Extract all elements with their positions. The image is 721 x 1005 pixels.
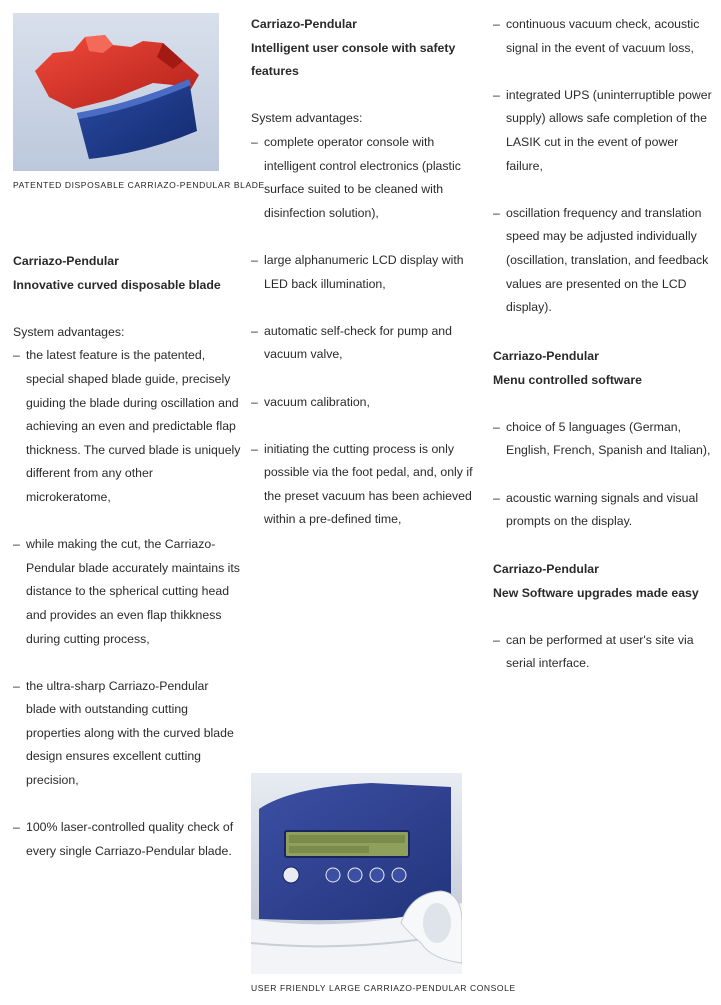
console-advantages-list xyxy=(251,131,481,532)
blade-subtitle: Innovative curved disposable blade xyxy=(13,277,221,292)
blade-illustration xyxy=(13,13,219,171)
menu-subtitle: Menu controlled software xyxy=(493,372,642,387)
list-item: – 100% laser-controlled quality check of every single Carriazo-Pendular blade. xyxy=(13,816,241,863)
list-item: – the ultra-sharp Carriazo-Pendular blade with outstanding cutting properties along with the curved blade design ensures excellent cutting precision, xyxy=(13,675,241,793)
menu-software-section xyxy=(493,345,718,534)
console-caption: USER FRIENDLY LARGE CARRIAZO-PENDULAR CONSOLE xyxy=(251,983,516,993)
list-item: – complete operator console with intelligent control electronics (plastic surface suited to be cleaned with disinfection solution), xyxy=(251,131,481,225)
list-item: – while making the cut, the Carriazo-Pendular blade accurately maintains its distance to the spherical cutting head and provides an even flap thikkness during cutting process, xyxy=(13,533,241,651)
menu-brand: Carriazo-Pendular xyxy=(493,349,599,363)
list-item: – the latest feature is the patented, special shaped blade guide, precisely guiding the blade during oscillation and achieving an even and predictable flap thickness. The curved blade is uniquely different from any other microkeratome, xyxy=(13,344,241,509)
upgrade-subtitle: New Software upgrades made easy xyxy=(493,585,699,600)
list-item: – choice of 5 languages (German, English, French, Spanish and Italian), xyxy=(493,416,718,463)
list-item: – can be performed at user's site via serial interface. xyxy=(493,629,718,676)
blade-advantages-list xyxy=(13,344,241,863)
upgrade-section xyxy=(493,558,718,676)
menu-list xyxy=(493,416,718,534)
console-brand: Carriazo-Pendular xyxy=(251,17,357,31)
list-item: – acoustic warning signals and visual prompts on the display. xyxy=(493,487,718,534)
upgrade-brand: Carriazo-Pendular xyxy=(493,562,599,576)
blade-image xyxy=(13,13,219,171)
list-item: – vacuum calibration, xyxy=(251,391,481,415)
upgrade-list xyxy=(493,629,718,676)
safety-list xyxy=(493,13,718,320)
console-subtitle: Intelligent user console with safety features xyxy=(251,40,456,79)
console-section xyxy=(251,13,481,532)
console-illustration xyxy=(251,773,462,974)
blade-intro: System advantages: xyxy=(13,324,125,339)
list-item: – large alphanumeric LCD display with LED back illumination, xyxy=(251,249,481,296)
list-item: – initiating the cutting process is only possible via the foot pedal, and, only if the preset vacuum has been achieved within a pre-defined time, xyxy=(251,438,481,532)
list-item: – automatic self-check for pump and vacuum valve, xyxy=(251,320,481,367)
blade-section xyxy=(13,250,241,863)
list-item: – oscillation frequency and translation speed may be adjusted individually (oscillation, translation, and feedback values are presented on the LCD display). xyxy=(493,202,718,320)
console-intro: System advantages: xyxy=(251,111,363,126)
console-image xyxy=(251,773,462,974)
blade-brand: Carriazo-Pendular xyxy=(13,254,119,268)
blade-caption: PATENTED DISPOSABLE CARRIAZO-PENDULAR BLADE xyxy=(13,180,265,190)
safety-continued-section xyxy=(493,13,718,320)
list-item: – continuous vacuum check, acoustic signal in the event of vacuum loss, xyxy=(493,13,718,60)
list-item: – integrated UPS (uninterruptible power supply) allows safe completion of the LASIK cut in the event of power failure, xyxy=(493,84,718,178)
